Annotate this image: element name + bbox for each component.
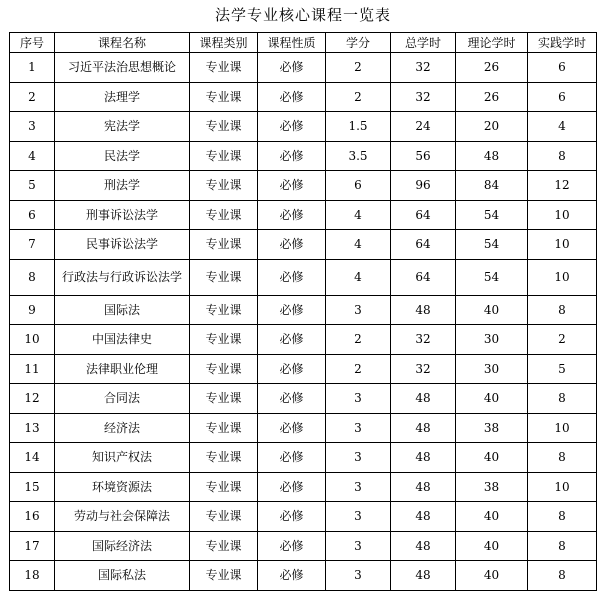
header-course-category: 课程类别	[190, 33, 258, 53]
cell-credits: 2	[326, 53, 391, 83]
cell-course-category: 专业课	[190, 443, 258, 473]
cell-course-name: 刑事诉讼法学	[55, 200, 190, 230]
cell-course-name: 习近平法治思想概论	[55, 53, 190, 83]
table-row	[10, 325, 597, 355]
cell-practice-hours: 10	[528, 200, 597, 230]
table-row	[10, 230, 597, 260]
cell-course-category: 专业课	[190, 384, 258, 414]
cell-total-hours: 48	[391, 502, 456, 532]
table-row	[10, 82, 597, 112]
cell-course-nature: 必修	[258, 531, 326, 561]
header-course-name: 课程名称	[55, 33, 190, 53]
header-credits: 学分	[326, 33, 391, 53]
cell-credits: 1.5	[326, 112, 391, 142]
cell-practice-hours: 12	[528, 171, 597, 201]
cell-practice-hours: 5	[528, 354, 597, 384]
cell-course-name: 刑法学	[55, 171, 190, 201]
cell-practice-hours: 8	[528, 295, 597, 325]
cell-course-nature: 必修	[258, 443, 326, 473]
cell-total-hours: 32	[391, 325, 456, 355]
cell-course-name: 环境资源法	[55, 472, 190, 502]
cell-practice-hours: 2	[528, 325, 597, 355]
cell-theory-hours: 54	[456, 259, 528, 295]
cell-credits: 3	[326, 472, 391, 502]
header-theory-hours: 理论学时	[456, 33, 528, 53]
cell-total-hours: 32	[391, 53, 456, 83]
cell-index: 17	[10, 531, 55, 561]
cell-course-name: 行政法与行政诉讼法学	[55, 259, 190, 295]
cell-course-name: 法理学	[55, 82, 190, 112]
cell-theory-hours: 40	[456, 561, 528, 591]
cell-practice-hours: 8	[528, 384, 597, 414]
cell-theory-hours: 40	[456, 295, 528, 325]
cell-practice-hours: 8	[528, 502, 597, 532]
cell-index: 3	[10, 112, 55, 142]
header-course-nature: 课程性质	[258, 33, 326, 53]
cell-index: 1	[10, 53, 55, 83]
cell-theory-hours: 38	[456, 472, 528, 502]
table-row	[10, 200, 597, 230]
cell-course-name: 国际经济法	[55, 531, 190, 561]
cell-course-name: 民法学	[55, 141, 190, 171]
cell-index: 16	[10, 502, 55, 532]
cell-practice-hours: 6	[528, 82, 597, 112]
cell-credits: 3	[326, 502, 391, 532]
header-index: 序号	[10, 33, 55, 53]
cell-course-name: 民事诉讼法学	[55, 230, 190, 260]
cell-course-name: 宪法学	[55, 112, 190, 142]
cell-total-hours: 64	[391, 259, 456, 295]
cell-course-category: 专业课	[190, 82, 258, 112]
cell-theory-hours: 38	[456, 413, 528, 443]
cell-course-nature: 必修	[258, 472, 326, 502]
cell-course-category: 专业课	[190, 325, 258, 355]
cell-theory-hours: 30	[456, 325, 528, 355]
cell-course-category: 专业课	[190, 230, 258, 260]
cell-course-nature: 必修	[258, 200, 326, 230]
cell-course-category: 专业课	[190, 141, 258, 171]
cell-course-nature: 必修	[258, 354, 326, 384]
cell-course-name: 法律职业伦理	[55, 354, 190, 384]
cell-course-category: 专业课	[190, 502, 258, 532]
cell-practice-hours: 10	[528, 230, 597, 260]
cell-course-nature: 必修	[258, 413, 326, 443]
cell-credits: 4	[326, 200, 391, 230]
cell-course-nature: 必修	[258, 295, 326, 325]
table-row	[10, 141, 597, 171]
cell-total-hours: 48	[391, 295, 456, 325]
cell-index: 6	[10, 200, 55, 230]
cell-course-nature: 必修	[258, 502, 326, 532]
cell-course-category: 专业课	[190, 295, 258, 325]
cell-total-hours: 48	[391, 561, 456, 591]
cell-course-category: 专业课	[190, 112, 258, 142]
cell-credits: 2	[326, 354, 391, 384]
cell-course-category: 专业课	[190, 259, 258, 295]
cell-practice-hours: 4	[528, 112, 597, 142]
cell-total-hours: 48	[391, 413, 456, 443]
table-row	[10, 295, 597, 325]
table-row	[10, 502, 597, 532]
table-row	[10, 413, 597, 443]
cell-total-hours: 64	[391, 200, 456, 230]
cell-index: 18	[10, 561, 55, 591]
cell-theory-hours: 40	[456, 384, 528, 414]
cell-index: 11	[10, 354, 55, 384]
cell-course-nature: 必修	[258, 325, 326, 355]
cell-theory-hours: 26	[456, 53, 528, 83]
cell-practice-hours: 8	[528, 443, 597, 473]
cell-course-nature: 必修	[258, 53, 326, 83]
cell-total-hours: 64	[391, 230, 456, 260]
cell-total-hours: 48	[391, 443, 456, 473]
header-row	[10, 33, 597, 53]
cell-credits: 2	[326, 82, 391, 112]
cell-credits: 3	[326, 384, 391, 414]
cell-credits: 3	[326, 295, 391, 325]
table-body	[10, 53, 597, 591]
cell-credits: 4	[326, 259, 391, 295]
cell-total-hours: 32	[391, 82, 456, 112]
course-table	[9, 32, 597, 591]
cell-theory-hours: 40	[456, 531, 528, 561]
cell-course-nature: 必修	[258, 230, 326, 260]
header-total-hours: 总学时	[391, 33, 456, 53]
cell-course-nature: 必修	[258, 141, 326, 171]
cell-index: 13	[10, 413, 55, 443]
header-practice-hours: 实践学时	[528, 33, 597, 53]
cell-total-hours: 48	[391, 472, 456, 502]
cell-course-name: 劳动与社会保障法	[55, 502, 190, 532]
table-row	[10, 171, 597, 201]
cell-index: 9	[10, 295, 55, 325]
cell-credits: 3	[326, 531, 391, 561]
table-row	[10, 561, 597, 591]
cell-course-nature: 必修	[258, 561, 326, 591]
cell-course-category: 专业课	[190, 200, 258, 230]
cell-practice-hours: 10	[528, 472, 597, 502]
cell-total-hours: 96	[391, 171, 456, 201]
table-row	[10, 472, 597, 502]
cell-total-hours: 32	[391, 354, 456, 384]
cell-credits: 2	[326, 325, 391, 355]
cell-total-hours: 48	[391, 531, 456, 561]
cell-course-name: 合同法	[55, 384, 190, 414]
cell-practice-hours: 10	[528, 259, 597, 295]
cell-course-category: 专业课	[190, 531, 258, 561]
table-row	[10, 443, 597, 473]
cell-index: 4	[10, 141, 55, 171]
cell-total-hours: 48	[391, 384, 456, 414]
cell-credits: 3	[326, 413, 391, 443]
table-row	[10, 354, 597, 384]
cell-course-category: 专业课	[190, 413, 258, 443]
cell-theory-hours: 54	[456, 230, 528, 260]
cell-credits: 4	[326, 230, 391, 260]
cell-theory-hours: 40	[456, 443, 528, 473]
cell-course-category: 专业课	[190, 472, 258, 502]
cell-theory-hours: 20	[456, 112, 528, 142]
cell-index: 12	[10, 384, 55, 414]
cell-course-category: 专业课	[190, 354, 258, 384]
page-title: 法学专业核心课程一览表	[214, 6, 391, 24]
cell-credits: 3	[326, 561, 391, 591]
table-row	[10, 112, 597, 142]
cell-index: 5	[10, 171, 55, 201]
cell-index: 7	[10, 230, 55, 260]
cell-credits: 3	[326, 443, 391, 473]
cell-theory-hours: 30	[456, 354, 528, 384]
cell-course-name: 国际私法	[55, 561, 190, 591]
cell-course-name: 知识产权法	[55, 443, 190, 473]
cell-course-category: 专业课	[190, 171, 258, 201]
cell-course-nature: 必修	[258, 112, 326, 142]
cell-course-category: 专业课	[190, 53, 258, 83]
table-row	[10, 384, 597, 414]
cell-theory-hours: 26	[456, 82, 528, 112]
table-header	[10, 33, 597, 53]
cell-course-nature: 必修	[258, 259, 326, 295]
table-row	[10, 259, 597, 295]
cell-index: 2	[10, 82, 55, 112]
cell-course-nature: 必修	[258, 384, 326, 414]
cell-total-hours: 24	[391, 112, 456, 142]
cell-practice-hours: 8	[528, 531, 597, 561]
cell-total-hours: 56	[391, 141, 456, 171]
cell-course-nature: 必修	[258, 171, 326, 201]
cell-theory-hours: 40	[456, 502, 528, 532]
cell-practice-hours: 8	[528, 561, 597, 591]
cell-course-name: 国际法	[55, 295, 190, 325]
cell-practice-hours: 10	[528, 413, 597, 443]
cell-index: 8	[10, 259, 55, 295]
cell-practice-hours: 8	[528, 141, 597, 171]
cell-course-category: 专业课	[190, 561, 258, 591]
cell-credits: 6	[326, 171, 391, 201]
cell-course-nature: 必修	[258, 82, 326, 112]
cell-index: 15	[10, 472, 55, 502]
table-row	[10, 531, 597, 561]
cell-theory-hours: 84	[456, 171, 528, 201]
cell-index: 10	[10, 325, 55, 355]
table-row	[10, 53, 597, 83]
cell-credits: 3.5	[326, 141, 391, 171]
cell-index: 14	[10, 443, 55, 473]
cell-course-name: 经济法	[55, 413, 190, 443]
cell-practice-hours: 6	[528, 53, 597, 83]
cell-theory-hours: 48	[456, 141, 528, 171]
cell-course-name: 中国法律史	[55, 325, 190, 355]
cell-theory-hours: 54	[456, 200, 528, 230]
